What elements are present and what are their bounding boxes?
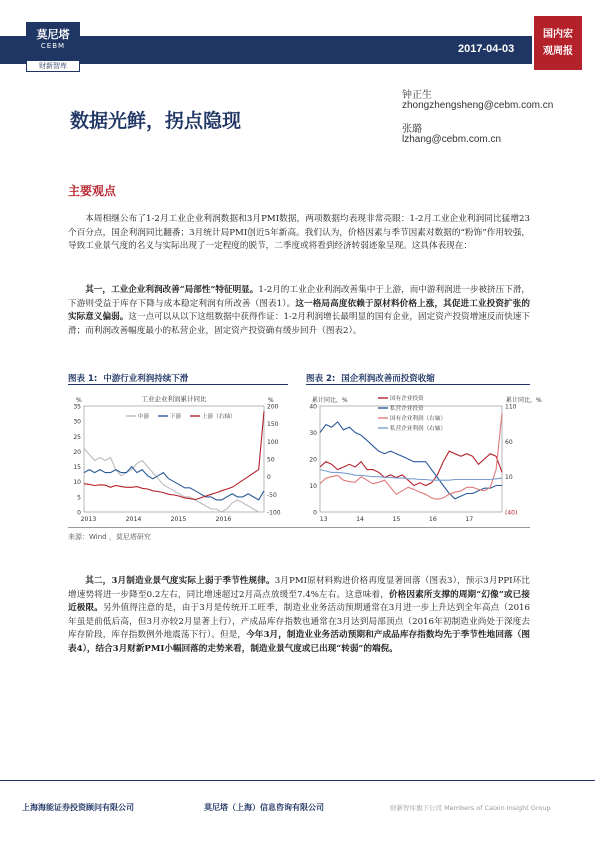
x-tick-label: 2015 xyxy=(170,516,187,523)
y-left-tick-label: 40 xyxy=(309,403,317,411)
y-right-tick-label: 100 xyxy=(267,438,279,446)
figure2-label: 图表 2: xyxy=(306,374,336,384)
report-type-line2: 观周报 xyxy=(543,46,573,57)
x-tick-label: 15 xyxy=(392,516,401,523)
figure2-rule xyxy=(306,384,530,385)
figure1-chart xyxy=(68,388,290,524)
y-left-tick-label: 25 xyxy=(73,433,81,441)
x-tick-label: 2013 xyxy=(80,516,97,523)
logo-tag: 财新智库 xyxy=(26,60,80,72)
point2-lead: 其二，3月制造业景气度实际上弱于季节性规律。 xyxy=(85,576,275,586)
y-right-axis-label: % xyxy=(268,397,274,404)
source-note: 来源：Wind ，莫尼塔研究 xyxy=(68,533,151,541)
y-left-tick-label: 15 xyxy=(73,464,81,472)
point2-bold3: 今年3月，制造业业务活动预期和产成品库存指数均先于季节性地回落（图表4），结合3月财新PMI小幅回落的走势来看，制造业景气度或已出现“转弱”的端倪。 xyxy=(68,630,530,654)
y-left-tick-label: 20 xyxy=(309,456,317,464)
chart-inner-title: 工业企业利润累计同比 xyxy=(141,395,207,403)
footer-note: 财新智库旗下公司 Members of Caixin Insight Group xyxy=(390,804,551,812)
y-left-tick-label: 35 xyxy=(73,403,81,411)
author-name-2: 张璐 xyxy=(402,124,422,135)
report-type-line1: 国内宏 xyxy=(543,29,573,40)
author-email-1[interactable]: zhongzhengsheng@cebm.com.cn xyxy=(402,100,554,111)
y-right-tick-label: 50 xyxy=(267,456,275,464)
legend-label: 国有企业利润（右轴） xyxy=(390,416,446,422)
footer-rule xyxy=(0,780,595,781)
x-tick-label: 13 xyxy=(319,516,328,523)
intro-paragraph: 本周相继公布了1-2月工业企业利润数据和3月PMI数据，两项数据均表现非常亮眼：1-2月工业企业利润同比猛增23个百分点，国企利润同比翻番；3月统计局PMI创近5年新高。我们认为，价格因素与季节因素对数据的“粉饰”作用较强，导致工业景气度的名义与实际出现了一定程度的脱节，二季度或将看到经济转弱迹象呈现。这具体表现在： xyxy=(68,214,530,252)
figure2-chart xyxy=(306,388,542,524)
series-line xyxy=(320,422,502,499)
point1-body2: 这一点可以从以下这组数据中获得作证：1-2月利润增长最明显的国有企业，固定资产投资增速反而快速下滑；而利润改善幅度最小的私营企业，固定资产投资确有缓步回升（图表2）。 xyxy=(68,312,530,336)
y-left-tick-label: 20 xyxy=(73,448,81,456)
legend-label: 国有企业投资 xyxy=(390,396,424,402)
y-left-tick-label: 0 xyxy=(313,509,317,517)
y-left-tick-label: 10 xyxy=(309,483,317,490)
legend-label: 下游 xyxy=(170,414,182,420)
y-right-tick-label: 10 xyxy=(505,474,513,482)
point1-lead: 其一，工业企业利润改善“局部性”特征明显。 xyxy=(85,285,259,295)
footer-company-2: 莫尼塔（上海）信息咨询有限公司 xyxy=(204,803,324,812)
y-right-tick-label: 110 xyxy=(505,403,517,411)
logo xyxy=(26,22,80,64)
series-line xyxy=(84,411,264,499)
figure2-title xyxy=(306,372,435,384)
y-right-tick-label: 200 xyxy=(267,403,279,411)
series-line xyxy=(320,451,502,485)
y-right-tick-label: 150 xyxy=(267,421,279,429)
point2-paragraph xyxy=(68,575,530,657)
legend-label: 私营企业利润（右轴） xyxy=(390,426,446,432)
y-right-axis-label: 累计同比，% xyxy=(506,397,542,404)
y-left-tick-label: 0 xyxy=(77,509,81,517)
legend-label: 私营企业投资 xyxy=(390,406,424,412)
page-title: 数据光鲜，拐点隐现 xyxy=(70,110,242,132)
figure2-title-text: 国企利润改善而投资收缩 xyxy=(341,374,435,384)
y-right-tick-label: -100 xyxy=(267,509,281,517)
header xyxy=(0,0,595,70)
y-left-axis-label: 累计同比，% xyxy=(312,397,348,404)
x-tick-label: 17 xyxy=(465,516,474,523)
figure1-title xyxy=(68,372,188,384)
figure-divider xyxy=(68,527,530,528)
point2-body1: 3月PMI原材料购进价格再度显著回落（图表3），预示3月PPI环比增速势将进一步降至0.2左右，同比增速超过2月高点放缓至7.4%左右。这意味着， xyxy=(68,576,530,600)
footer-company-1: 上海海能证券投资顾问有限公司 xyxy=(22,803,134,812)
figure1-rule xyxy=(68,384,288,385)
point2-bold2: 价格因素所支撑的周期“幻像”或已接近极限。 xyxy=(68,589,531,614)
y-left-axis-label: % xyxy=(76,397,82,404)
y-right-tick-label: -50 xyxy=(267,491,277,499)
series-line xyxy=(84,448,264,512)
y-left-tick-label: 5 xyxy=(77,494,81,502)
y-left-tick-label: 10 xyxy=(73,479,81,487)
y-right-tick-label: (40) xyxy=(505,509,518,517)
author-email-2[interactable]: lzhang@cebm.com.cn xyxy=(402,134,502,145)
report-date: 2017-04-03 xyxy=(458,43,515,55)
legend-label: 上游（右轴） xyxy=(202,414,236,420)
point1-bold2: 这一格局高度依赖于原材料价格上涨，其促进工业投资扩张的实际意义偏弱。 xyxy=(68,298,530,323)
point1-body1: 1-2月的工业企业利润改善集中于上游，而中游利润进一步被挤压下滑，下游则受益于库存下降与成本稳定利润有所改善（图表1）。 xyxy=(68,285,531,309)
author-name-1: 钟正生 xyxy=(402,90,432,101)
figure1-label: 图表 1: xyxy=(68,374,98,384)
y-right-tick-label: 60 xyxy=(505,438,513,446)
y-left-tick-label: 30 xyxy=(309,430,317,437)
x-tick-label: 16 xyxy=(428,516,437,523)
logo-cn: 莫尼塔 xyxy=(36,28,70,41)
section-heading: 主要观点 xyxy=(68,184,117,198)
report-type-badge xyxy=(534,16,582,70)
x-tick-label: 14 xyxy=(356,516,364,523)
figure1-title-text: 中游行业利润持续下滑 xyxy=(103,374,189,384)
logo-en: CEBM xyxy=(40,42,66,50)
y-left-tick-label: 30 xyxy=(73,418,81,426)
y-right-tick-label: 0 xyxy=(267,474,271,482)
x-tick-label: 2016 xyxy=(215,516,232,523)
series-line xyxy=(320,470,502,481)
legend-label: 中游 xyxy=(138,414,150,420)
point1-paragraph xyxy=(68,284,530,338)
x-tick-label: 2014 xyxy=(125,516,142,523)
point2-body2: 另外值得注意的是，由于3月是传统开工旺季，制造业业务活动预期通常在3月进一步上升达到全年高点（2016年虽是前低后高，但3月亦较2月显著上行），产成品库存指数也通常在3月达到局部顶点（2016年初制造业尚处于深度去库存阶段，库存指数例外地震荡下行）。但是， xyxy=(68,603,530,641)
